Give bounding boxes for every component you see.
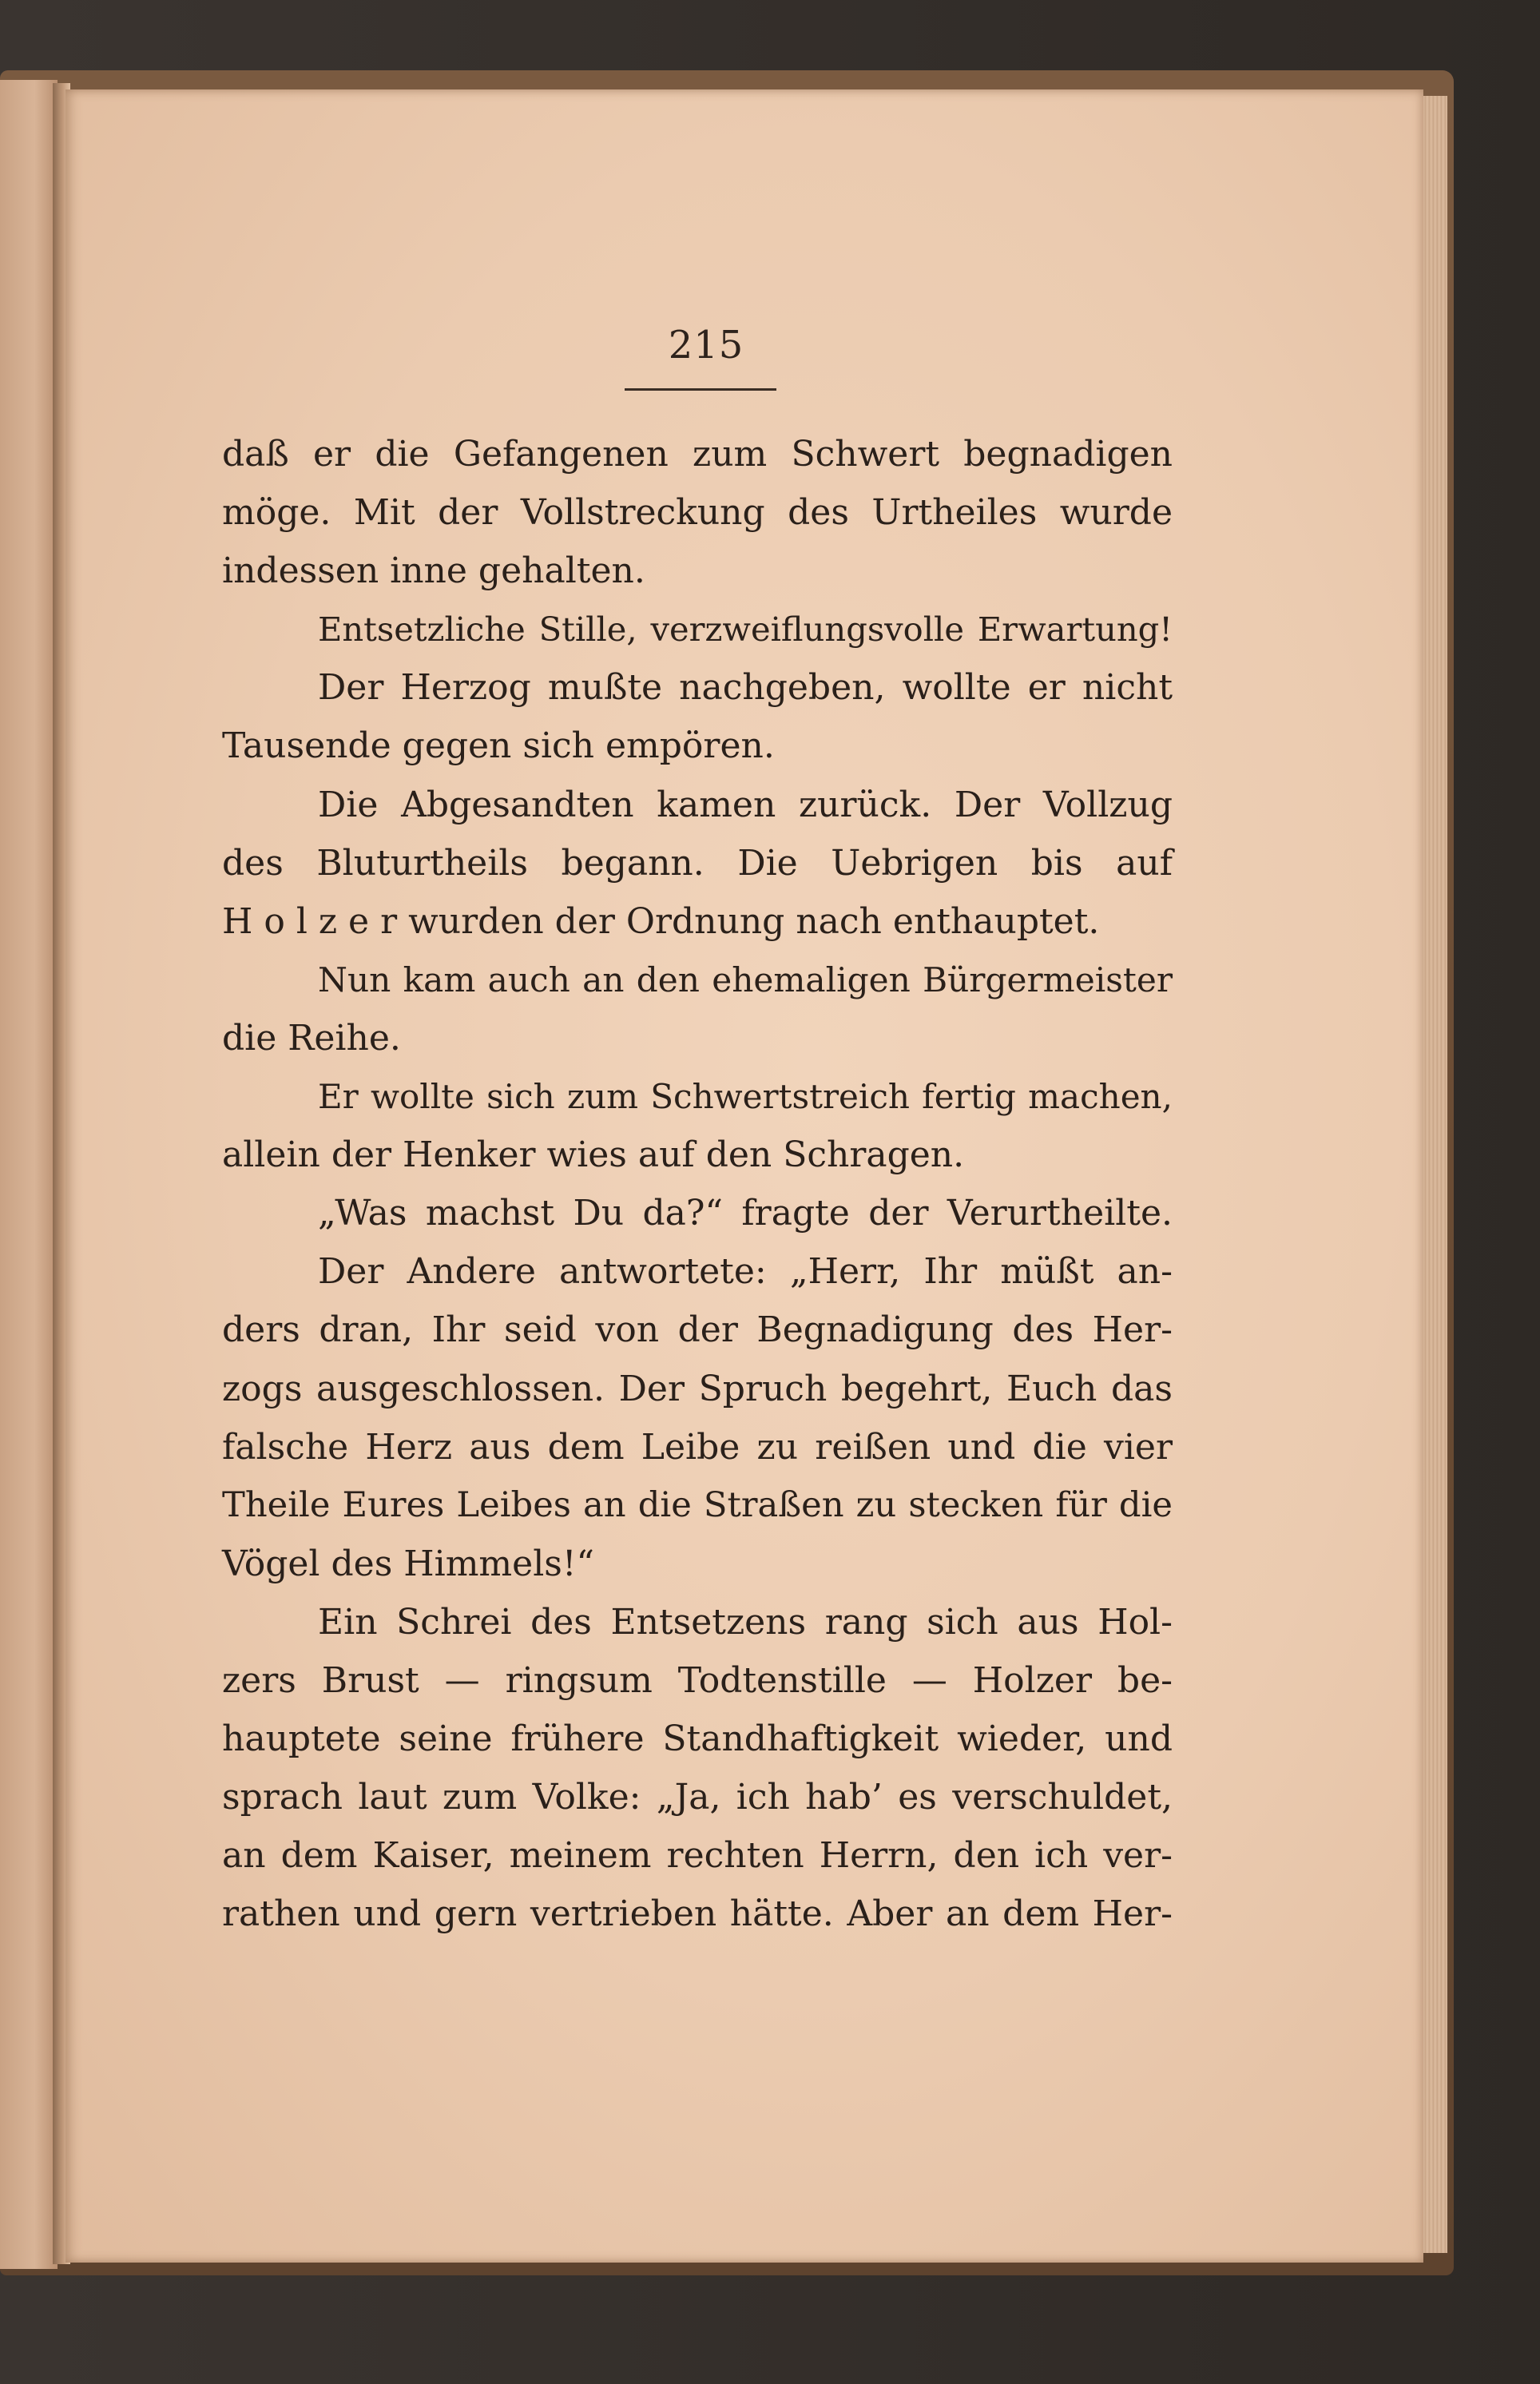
text-line: an dem Kaiser, meinem rechten Herrn, den ich ver- [222,1835,1173,1877]
text-line: Nun kam auch an den ehemaligen Bürgermeister [318,960,1173,999]
text-line: möge. Mit der Vollstreckung des Urtheiles wurde [222,492,1173,534]
page-number-rule [625,388,776,391]
text-line: allein der Henker wies auf den Schragen. [222,1134,965,1176]
text-line: des Bluturtheils begann. Die Uebrigen bis auf [222,842,1173,884]
text-line: Die Abgesandten kamen zurück. Der Vollzug [318,784,1173,825]
text-line: Er wollte sich zum Schwertstreich fertig machen, [318,1077,1173,1117]
text-line: Der Andere antwortete: „Herr, Ihr müßt an- [318,1251,1173,1293]
text-line: Der Herzog mußte nachgeben, wollte er nicht [318,667,1173,709]
text-line: Theile Eures Leibes an die Straßen zu stecken für die [222,1484,1173,1525]
text-line: daß er die Gefangenen zum Schwert begnadigen [222,434,1173,475]
text-line: sprach laut zum Volke: „Ja, ich hab’ es verschuldet, [222,1777,1173,1818]
text-line: Ein Schrei des Entsetzens rang sich aus Hol- [318,1601,1173,1643]
text-line: rathen und gern vertrieben hätte. Aber an dem Her- [222,1893,1173,1935]
text-line: falsche Herz aus dem Leibe zu reißen und die vier [222,1426,1173,1468]
text-line: ders dran, Ihr seid von der Begnadigung des Her- [222,1309,1173,1351]
text-line: Tausende gegen sich empören. [222,725,775,767]
text-line: „Was machst Du da?“ fragte der Verurtheilte. [318,1193,1173,1234]
body-text [222,425,1173,1943]
text-line: Entsetzliche Stille, verzweiflungsvolle Erwartung! [318,610,1173,650]
text-line: zers Brust — ringsum Todtenstille — Holzer be- [222,1659,1173,1701]
text-line: zogs ausgeschlossen. Der Spruch begehrt, Euch das [222,1368,1173,1409]
text-line: hauptete seine frühere Standhaftigkeit wieder, und [222,1718,1173,1760]
text-line: die Reihe. [222,1017,401,1059]
page-number: 215 [668,323,744,368]
left-page-edge [0,80,58,2269]
page-fore-edge [1423,96,1447,2253]
text-line: indessen inne gehalten. [222,550,645,592]
text-line: Vögel des Himmels!“ [222,1543,595,1584]
text-line: H o l z e r wurden der Ordnung nach enthauptet. [222,900,1100,942]
